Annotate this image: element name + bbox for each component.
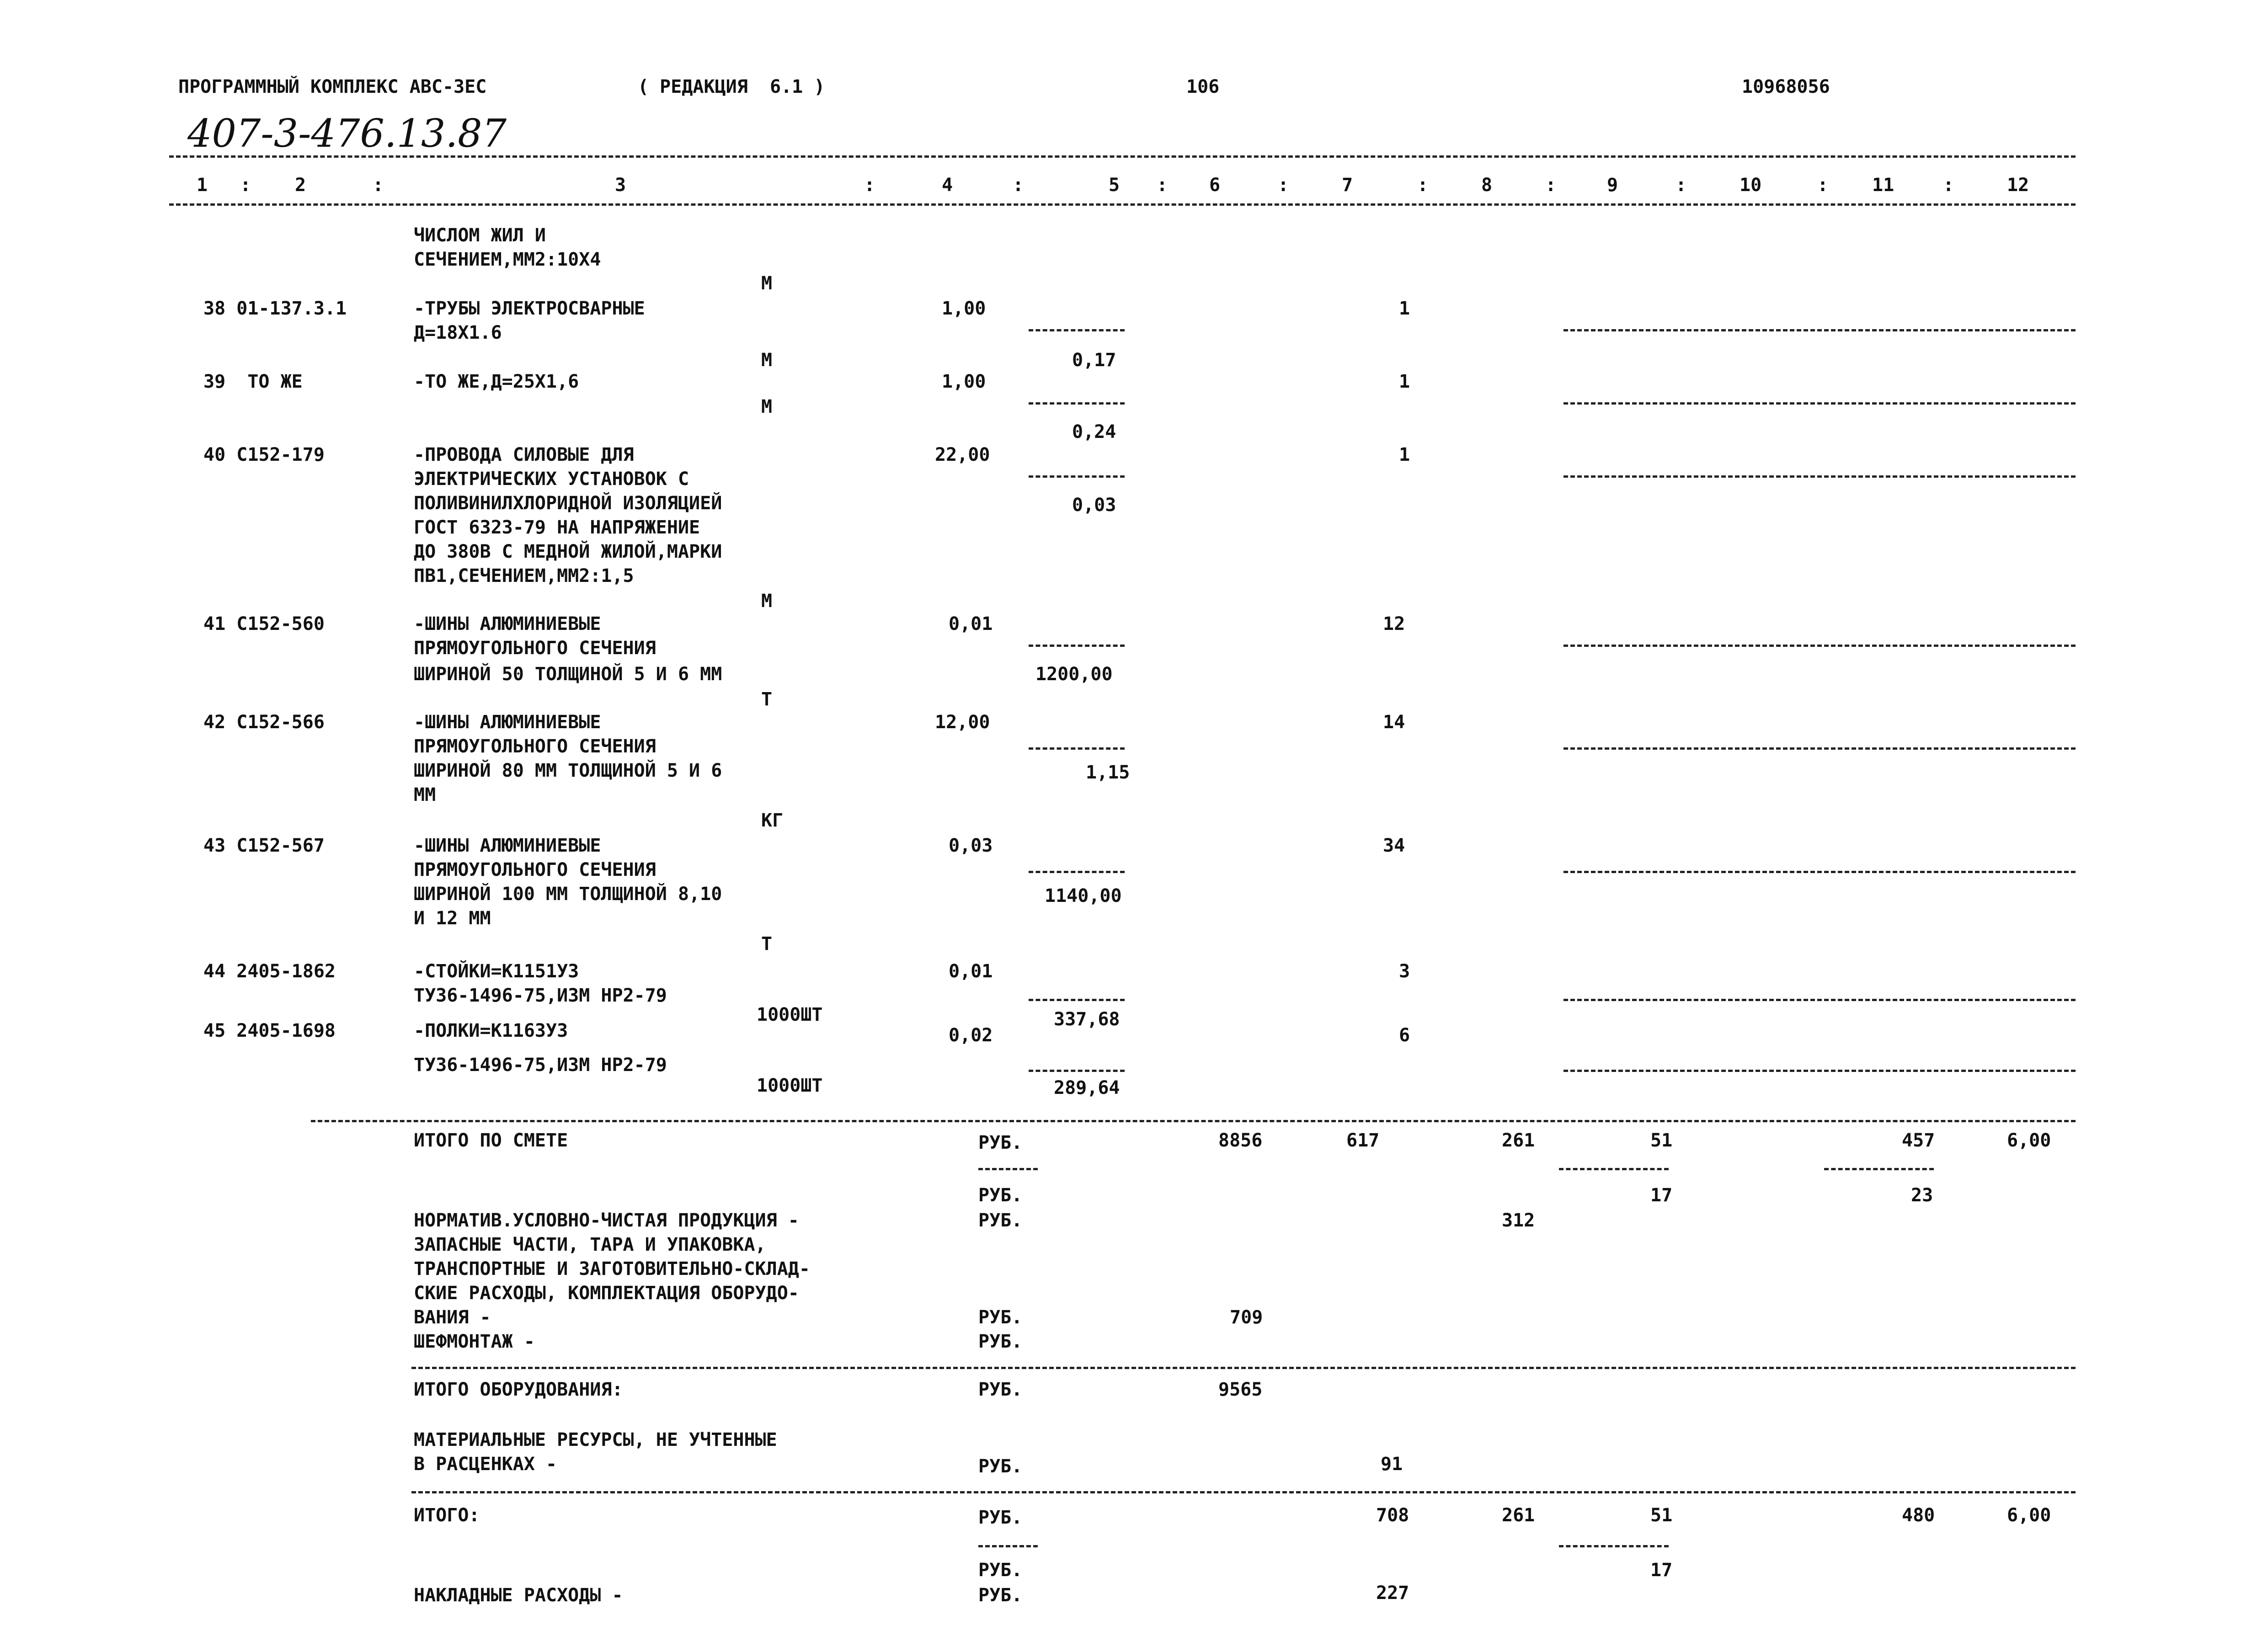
cell-r43a: -ШИНЫ АЛЮМИНИЕВЫЕ bbox=[414, 835, 601, 856]
column-header-cell: : bbox=[1545, 175, 1557, 196]
handwritten-code: 407-3-476.13.87 bbox=[187, 111, 507, 156]
cell-r41n: 41 С152-560 bbox=[203, 613, 325, 634]
cell-s1v6: 8856 bbox=[1218, 1130, 1263, 1151]
cell-s8v7: 227 bbox=[1376, 1583, 1409, 1604]
cell-s3d: ВАНИЯ - bbox=[414, 1307, 491, 1328]
cell-s7w9: 17 bbox=[1650, 1560, 1673, 1581]
cell-r39a: -ТО ЖЕ,Д=25Х1,6 bbox=[414, 371, 579, 392]
cell-r39q: 1,00 bbox=[942, 371, 986, 392]
cell-s2v8: 312 bbox=[1502, 1210, 1535, 1231]
dash-mark bbox=[1559, 1168, 1669, 1170]
dash-mark bbox=[1029, 999, 1125, 1001]
column-header-cell: 11 bbox=[1872, 175, 1894, 196]
cell-r42q: 12,00 bbox=[935, 712, 990, 733]
dash-mark bbox=[1564, 645, 2076, 647]
cell-r40e: ДО 380В С МЕДНОЙ ЖИЛОЙ,МАРКИ bbox=[414, 541, 722, 562]
cell-r45u: 1000ШТ bbox=[757, 1075, 823, 1096]
cell-s2u: РУБ. bbox=[978, 1210, 1023, 1231]
cell-s1u2: РУБ. bbox=[978, 1185, 1023, 1206]
column-header-cell: : bbox=[240, 175, 251, 196]
dash-mark bbox=[1824, 1168, 1934, 1170]
dash-mark bbox=[1564, 402, 2076, 405]
cell-u38: М bbox=[761, 350, 773, 371]
cell-r38n: 38 01-137.3.1 bbox=[203, 298, 347, 319]
dash-mark bbox=[978, 1168, 1038, 1170]
dash-mark bbox=[1564, 475, 2076, 478]
cell-r42n: 42 С152-566 bbox=[203, 712, 325, 733]
cell-s6b: В РАСЦЕНКАХ - bbox=[414, 1454, 557, 1475]
column-header-cell: 10 bbox=[1740, 175, 1762, 196]
column-header-cell: : bbox=[1013, 175, 1024, 196]
cell-r40k: 1 bbox=[1399, 444, 1410, 465]
cell-s7v8: 261 bbox=[1502, 1505, 1535, 1526]
cell-r39c: 1 bbox=[1399, 371, 1410, 392]
dash-mark bbox=[1029, 402, 1125, 405]
dash-mark bbox=[1029, 1070, 1125, 1072]
column-header-cell: 12 bbox=[2007, 175, 2029, 196]
cell-s1v11: 457 bbox=[1902, 1130, 1935, 1151]
rule bbox=[411, 1367, 2076, 1369]
cell-u41: Т bbox=[761, 689, 773, 710]
cell-r45n: 45 2405-1698 bbox=[203, 1020, 336, 1041]
cell-r38p: 0,17 bbox=[1072, 350, 1116, 371]
dash-mark bbox=[978, 1545, 1038, 1547]
column-header-cell: 8 bbox=[1481, 175, 1493, 196]
cell-r41a: -ШИНЫ АЛЮМИНИЕВЫЕ bbox=[414, 613, 601, 634]
column-header-cell: : bbox=[1676, 175, 1687, 196]
cell-s5v6: 9565 bbox=[1218, 1379, 1263, 1400]
column-header-cell: : bbox=[1157, 175, 1168, 196]
column-header-cell: : bbox=[1278, 175, 1289, 196]
cell-s1w11: 23 bbox=[1911, 1185, 1933, 1206]
cell-r42p: 1,15 bbox=[1086, 762, 1130, 783]
dash-mark bbox=[1564, 871, 2076, 873]
cell-s7v9: 51 bbox=[1650, 1505, 1673, 1526]
cell-r44k: 3 bbox=[1399, 961, 1410, 982]
cell-r44q: 0,01 bbox=[949, 961, 993, 982]
dash-mark bbox=[1559, 1545, 1669, 1547]
cell-r41c: ШИРИНОЙ 50 ТОЛЩИНОЙ 5 И 6 ММ bbox=[414, 664, 722, 685]
dash-mark bbox=[1564, 747, 2076, 750]
cell-r38b: Д=18Х1.6 bbox=[414, 322, 502, 343]
column-header-cell: : bbox=[1817, 175, 1829, 196]
cell-r42d: ММ bbox=[414, 784, 436, 805]
cell-s3u: РУБ. bbox=[978, 1307, 1023, 1328]
cell-s3c: СКИЕ РАСХОДЫ, КОМПЛЕКТАЦИЯ ОБОРУДО- bbox=[414, 1283, 799, 1304]
cell-r40a: -ПРОВОДА СИЛОВЫЕ ДЛЯ bbox=[414, 444, 634, 465]
cell-r45b: ТУ36-1496-75,ИЗМ НР2-79 bbox=[414, 1055, 667, 1076]
cell-r45q: 0,02 bbox=[949, 1025, 993, 1046]
column-header-cell: 4 bbox=[942, 175, 953, 196]
cell-r41b: ПРЯМОУГОЛЬНОГО СЕЧЕНИЯ bbox=[414, 638, 656, 659]
cell-s6v7: 91 bbox=[1381, 1454, 1403, 1475]
cell-r41k: 12 bbox=[1383, 613, 1405, 634]
cell-r40c: ПОЛИВИНИЛХЛОРИДНОЙ ИЗОЛЯЦИЕЙ bbox=[414, 493, 722, 514]
dash-mark bbox=[1564, 329, 2076, 331]
cell-s3a: ЗАПАСНЫЕ ЧАСТИ, ТАРА И УПАКОВКА, bbox=[414, 1234, 766, 1255]
cell-s7a: ИТОГО: bbox=[414, 1505, 480, 1526]
cell-r44u: 1000ШТ bbox=[757, 1004, 823, 1025]
cell-r44n: 44 2405-1862 bbox=[203, 961, 336, 982]
cell-r38c: 1 bbox=[1399, 298, 1410, 319]
column-header-cell: : bbox=[1943, 175, 1954, 196]
cell-r40d: ГОСТ 6323-79 НА НАПРЯЖЕНИЕ bbox=[414, 517, 700, 538]
dash-mark bbox=[1029, 645, 1125, 647]
cell-u40: М bbox=[761, 591, 773, 612]
dash-mark bbox=[1564, 1070, 2076, 1072]
cell-s1u: РУБ. bbox=[978, 1132, 1023, 1153]
cell-s4a: ШЕФМОНТАЖ - bbox=[414, 1331, 535, 1352]
column-header-cell: : bbox=[373, 175, 384, 196]
cell-r41q: 0,01 bbox=[949, 613, 993, 634]
cell-s1w9: 17 bbox=[1650, 1185, 1673, 1206]
rule bbox=[169, 155, 2076, 158]
cell-s8u: РУБ. bbox=[978, 1585, 1023, 1606]
cell-s1a: ИТОГО ПО СМЕТЕ bbox=[414, 1130, 568, 1151]
cell-r40q: 22,00 bbox=[935, 444, 990, 465]
column-header-cell: 5 bbox=[1109, 175, 1120, 196]
cell-r43q: 0,03 bbox=[949, 835, 993, 856]
cell-r44a: -СТОЙКИ=К1151У3 bbox=[414, 961, 579, 982]
cell-s7v11: 480 bbox=[1902, 1505, 1935, 1526]
cell-r45k: 6 bbox=[1399, 1025, 1410, 1046]
cell-r40n: 40 С152-179 bbox=[203, 444, 325, 465]
cell-r43d: И 12 ММ bbox=[414, 908, 491, 929]
column-header-cell: 3 bbox=[615, 175, 626, 196]
cell-r40b: ЭЛЕКТРИЧЕСКИХ УСТАНОВОК С bbox=[414, 469, 689, 490]
rule bbox=[411, 1491, 2076, 1493]
document-code: 10968056 bbox=[1742, 76, 1830, 97]
cell-s7v12: 6,00 bbox=[2007, 1505, 2051, 1526]
cell-r43b: ПРЯМОУГОЛЬНОГО СЕЧЕНИЯ bbox=[414, 859, 656, 880]
cell-r43p: 1140,00 bbox=[1045, 885, 1122, 906]
cell-s3b: ТРАНСПОРТНЫЕ И ЗАГОТОВИТЕЛЬНО-СКЛАД- bbox=[414, 1258, 810, 1279]
column-header-cell: 9 bbox=[1607, 175, 1618, 196]
cell-s1v12: 6,00 bbox=[2007, 1130, 2051, 1151]
cell-s1v9: 51 bbox=[1650, 1130, 1673, 1151]
cell-u43: Т bbox=[761, 933, 773, 954]
cell-r39p: 0,24 bbox=[1072, 421, 1116, 442]
dash-mark bbox=[1029, 871, 1125, 873]
cell-s6a: МАТЕРИАЛЬНЫЕ РЕСУРСЫ, НЕ УЧТЕННЫЕ bbox=[414, 1429, 777, 1450]
cell-s6u: РУБ. bbox=[978, 1456, 1023, 1477]
column-header-cell: 7 bbox=[1342, 175, 1353, 196]
cell-s5u: РУБ. bbox=[978, 1379, 1023, 1400]
cell-r38a: -ТРУБЫ ЭЛЕКТРОСВАРНЫЕ bbox=[414, 298, 645, 319]
column-header-cell: : bbox=[1417, 175, 1429, 196]
cell-r42a: -ШИНЫ АЛЮМИНИЕВЫЕ bbox=[414, 712, 601, 733]
column-header-cell: : bbox=[864, 175, 875, 196]
cell-r40f: ПВ1,СЕЧЕНИЕМ,ММ2:1,5 bbox=[414, 565, 634, 586]
cell-s5a: ИТОГО ОБОРУДОВАНИЯ: bbox=[414, 1379, 623, 1400]
cell-r45a: -ПОЛКИ=К1163У3 bbox=[414, 1020, 568, 1041]
cell-r42k: 14 bbox=[1383, 712, 1405, 733]
cell-s1v7: 617 bbox=[1346, 1130, 1380, 1151]
cell-r44p: 337,68 bbox=[1054, 1009, 1120, 1030]
cell-r41p: 1200,00 bbox=[1035, 664, 1113, 685]
cell-u39: М bbox=[761, 396, 773, 417]
edition-label: ( РЕДАКЦИЯ 6.1 ) bbox=[638, 76, 825, 97]
cell-r45p: 289,64 bbox=[1054, 1077, 1120, 1098]
rule bbox=[169, 203, 2076, 206]
program-title: ПРОГРАММНЫЙ КОМПЛЕКС АВС-3ЕС bbox=[178, 76, 487, 97]
cell-r44b: ТУ36-1496-75,ИЗМ НР2-79 bbox=[414, 985, 667, 1006]
cell-s4u: РУБ. bbox=[978, 1331, 1023, 1352]
dash-mark bbox=[1029, 475, 1125, 478]
cell-r43n: 43 С152-567 bbox=[203, 835, 325, 856]
cell-s8a: НАКЛАДНЫЕ РАСХОДЫ - bbox=[414, 1585, 623, 1606]
cell-c01: ЧИСЛОМ ЖИЛ И bbox=[414, 225, 546, 246]
column-header-cell: 6 bbox=[1209, 175, 1221, 196]
cell-u42: КГ bbox=[761, 810, 784, 831]
page-number: 106 bbox=[1186, 76, 1220, 97]
dash-mark bbox=[1564, 999, 2076, 1001]
cell-s7v7: 708 bbox=[1376, 1505, 1409, 1526]
dash-mark bbox=[1029, 329, 1125, 331]
cell-s3v6: 709 bbox=[1230, 1307, 1263, 1328]
cell-r39n: 39 ТО ЖЕ bbox=[203, 371, 303, 392]
cell-r43c: ШИРИНОЙ 100 ММ ТОЛЩИНОЙ 8,10 bbox=[414, 884, 722, 905]
cell-s7u2: РУБ. bbox=[978, 1560, 1023, 1581]
column-header-cell: 1 bbox=[197, 175, 208, 196]
rule bbox=[311, 1120, 2076, 1122]
cell-c02: СЕЧЕНИЕМ,ММ2:10Х4 bbox=[414, 249, 601, 270]
cell-r38q: 1,00 bbox=[942, 298, 986, 319]
dash-mark bbox=[1029, 747, 1125, 750]
cell-r43k: 34 bbox=[1383, 835, 1405, 856]
cell-r42b: ПРЯМОУГОЛЬНОГО СЕЧЕНИЯ bbox=[414, 736, 656, 757]
cell-r40p: 0,03 bbox=[1072, 495, 1116, 516]
cell-u00: М bbox=[761, 273, 773, 294]
cell-s2a: НОРМАТИВ.УСЛОВНО-ЧИСТАЯ ПРОДУКЦИЯ - bbox=[414, 1210, 799, 1231]
column-header-cell: 2 bbox=[295, 175, 306, 196]
cell-s1v8: 261 bbox=[1502, 1130, 1535, 1151]
cell-s7u: РУБ. bbox=[978, 1507, 1023, 1528]
cell-r42c: ШИРИНОЙ 80 ММ ТОЛЩИНОЙ 5 И 6 bbox=[414, 760, 722, 781]
